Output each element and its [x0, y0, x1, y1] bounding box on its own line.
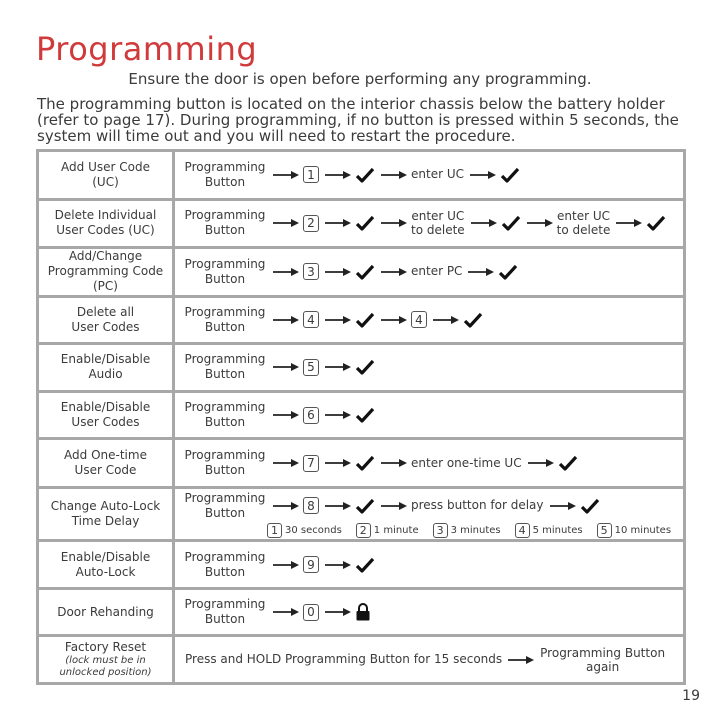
function-label-line: Time Delay [71, 514, 140, 529]
step-sequence [183, 257, 683, 287]
arrow-icon [273, 170, 299, 180]
arrow-icon [273, 315, 299, 325]
result-line: Programming Button [540, 645, 666, 660]
button-line: Button [204, 415, 246, 429]
function-label-line: Add/Change [68, 249, 143, 264]
table-row [39, 249, 683, 295]
programming-line: Programming [184, 208, 266, 223]
checkmark-icon [463, 312, 483, 328]
keypad-key: 3 [433, 523, 448, 538]
step-sequence [183, 597, 683, 627]
function-label [39, 393, 172, 438]
arrow-icon [550, 501, 576, 511]
arrow-icon [471, 218, 497, 228]
delay-option-text: 1 minute [373, 524, 419, 536]
programming-button-label [183, 160, 267, 190]
arrow-icon [527, 218, 553, 228]
sequence-cell [175, 152, 683, 198]
keypad-key: 1 [267, 523, 282, 538]
button-line: Button [204, 564, 246, 579]
keypad-key: 6 [303, 407, 319, 424]
step-text [557, 209, 611, 237]
function-label-line: Delete Individual [54, 208, 157, 223]
page-number: 19 [682, 688, 700, 704]
lock-icon [355, 603, 371, 621]
arrow-icon [325, 170, 351, 180]
programming-button-label [183, 400, 267, 430]
checkmark-icon [355, 455, 375, 471]
function-label-line: Enable/Disable [60, 549, 151, 564]
table-row [39, 489, 683, 540]
programming-line: Programming [184, 549, 266, 564]
step-text-line: enter UC [557, 209, 610, 224]
programming-button-label [183, 208, 267, 238]
keypad-key: 0 [303, 604, 319, 621]
button-line: Button [204, 612, 246, 627]
programming-button-label [183, 305, 267, 335]
sequence-cell [175, 249, 683, 295]
function-label-line: Auto-Lock [75, 564, 136, 579]
button-line: Button [204, 174, 246, 189]
function-label [39, 542, 172, 587]
function-label-line: Add User Code [61, 159, 150, 174]
function-label-line: Programming Code [47, 264, 164, 279]
function-label [39, 152, 172, 198]
button-line: Button [204, 223, 246, 238]
delay-options [267, 523, 683, 538]
keypad-key: 4 [303, 311, 319, 328]
sequence-cell [175, 393, 683, 438]
step-text: enter PC [411, 264, 463, 279]
checkmark-icon [500, 167, 520, 183]
sequence-cell [175, 298, 683, 343]
step-sequence [183, 352, 683, 382]
checkmark-icon [355, 557, 375, 573]
keypad-key: 5 [597, 523, 612, 538]
checkmark-icon [646, 215, 666, 231]
arrow-icon [528, 458, 554, 468]
keypad-key: 8 [303, 497, 319, 514]
delay-option-text: 30 seconds [285, 524, 342, 536]
button-line: Button [204, 319, 246, 334]
arrow-icon [325, 560, 351, 570]
arrow-icon [273, 560, 299, 570]
programming-button-label [183, 448, 267, 478]
button-line: Button [204, 505, 246, 520]
programming-line: Programming [184, 597, 266, 612]
step-sequence [183, 305, 683, 335]
sequence-cell [175, 489, 683, 540]
function-label [39, 637, 172, 682]
sequence-cell [175, 345, 683, 390]
keypad-key: 1 [303, 166, 319, 183]
programming-line: Programming [184, 159, 266, 174]
step-sequence [183, 448, 683, 478]
table-row [39, 440, 683, 486]
delay-option [356, 523, 419, 538]
checkmark-icon [355, 167, 375, 183]
programming-button-label [183, 491, 267, 521]
checkmark-icon [355, 498, 375, 514]
programming-button-label [183, 257, 267, 287]
programming-line: Programming [184, 304, 266, 319]
arrow-icon [273, 607, 299, 617]
arrow-icon [325, 218, 351, 228]
programming-button-label [183, 597, 267, 627]
keypad-key: 2 [356, 523, 371, 538]
arrow-icon [325, 410, 351, 420]
table-row [39, 393, 683, 438]
programming-button-label [183, 550, 267, 580]
delay-option [515, 523, 583, 538]
function-label-line: Delete all [76, 304, 135, 319]
checkmark-icon [501, 215, 521, 231]
function-label-line: User Code [74, 463, 137, 478]
arrow-icon [273, 501, 299, 511]
arrow-icon [433, 315, 459, 325]
arrow-icon [381, 170, 407, 180]
button-line: Button [204, 367, 246, 382]
arrow-icon [325, 362, 351, 372]
keypad-key: 7 [303, 455, 319, 472]
programming-button-label [183, 352, 267, 382]
arrow-icon [273, 458, 299, 468]
sequence-cell [175, 201, 683, 247]
programming-line: Programming [184, 256, 266, 271]
function-label-line: User Codes (UC) [56, 223, 155, 238]
function-label-line: Change Auto-Lock [50, 499, 161, 514]
step-sequence [185, 646, 683, 674]
keypad-key: 5 [303, 359, 319, 376]
function-label [39, 298, 172, 343]
button-line: Button [204, 463, 246, 478]
function-label-line: Add One-time [64, 448, 147, 463]
function-label-line: Factory Reset [64, 640, 147, 655]
arrow-icon [468, 267, 494, 277]
step-sequence [183, 208, 683, 238]
checkmark-icon [355, 215, 375, 231]
checkmark-icon [355, 407, 375, 423]
programming-line: Programming [184, 490, 266, 505]
table-row [39, 152, 683, 198]
arrow-icon [325, 458, 351, 468]
function-label [39, 201, 172, 247]
arrow-icon [273, 218, 299, 228]
arrow-icon [470, 170, 496, 180]
checkmark-icon [558, 455, 578, 471]
arrow-icon [273, 410, 299, 420]
button-line: Button [204, 271, 246, 286]
step-text-line: to delete [556, 223, 611, 238]
function-label-line: User Codes [71, 319, 140, 334]
arrow-icon [273, 362, 299, 372]
arrow-icon [381, 501, 407, 511]
arrow-icon [381, 267, 407, 277]
keypad-key: 4 [515, 523, 530, 538]
arrow-icon [325, 315, 351, 325]
function-label [39, 489, 172, 540]
factory-reset-result [540, 646, 665, 674]
delay-option-text: 10 minutes [614, 524, 672, 536]
function-label-line: (PC) [93, 279, 118, 294]
table-row [39, 590, 683, 635]
programming-line: Programming [184, 352, 266, 367]
checkmark-icon [355, 359, 375, 375]
function-label [39, 590, 172, 635]
table-row [39, 345, 683, 390]
programming-line: Programming [184, 448, 266, 463]
arrow-icon [616, 218, 642, 228]
arrow-icon [508, 655, 534, 665]
keypad-key: 4 [411, 311, 427, 328]
function-label-line: Audio [88, 367, 123, 382]
delay-option [267, 523, 342, 538]
step-text: enter UC [411, 167, 464, 182]
arrow-icon [381, 315, 407, 325]
checkmark-icon [355, 312, 375, 328]
step-sequence [183, 400, 683, 430]
checkmark-icon [580, 498, 600, 514]
table-row [39, 298, 683, 343]
step-text: enter one-time UC [411, 455, 522, 470]
arrow-icon [381, 218, 407, 228]
step-text: press button for delay [411, 498, 544, 513]
function-label [39, 440, 172, 486]
arrow-icon [325, 267, 351, 277]
checkmark-icon [498, 264, 518, 280]
function-label-line: User Codes [71, 415, 140, 429]
delay-option [597, 523, 671, 538]
sequence-cell [175, 542, 683, 587]
result-line: again [585, 659, 620, 674]
keypad-key: 3 [303, 263, 319, 280]
arrow-icon [325, 607, 351, 617]
factory-reset-note: unlocked position) [59, 667, 152, 679]
table-row [39, 542, 683, 587]
delay-option-text: 5 minutes [532, 524, 583, 536]
factory-reset-note: (lock must be in [65, 655, 146, 667]
page-subtitle: Ensure the door is open before performing any programming. [128, 70, 592, 88]
arrow-icon [381, 458, 407, 468]
step-sequence [183, 491, 683, 521]
arrow-icon [273, 267, 299, 277]
step-sequence [183, 550, 683, 580]
sequence-cell [175, 637, 683, 682]
function-label [39, 249, 172, 295]
arrow-icon [325, 501, 351, 511]
programming-line: Programming [184, 400, 266, 414]
step-text-line: to delete [411, 223, 465, 238]
delay-option [433, 523, 501, 538]
programming-table [36, 149, 686, 685]
checkmark-icon [355, 264, 375, 280]
delay-option-text: 3 minutes [450, 524, 501, 536]
table-row [39, 201, 683, 247]
function-label-line: Enable/Disable [60, 400, 151, 414]
step-text [411, 209, 465, 237]
function-label [39, 345, 172, 390]
sequence-cell [175, 440, 683, 486]
intro-paragraph: The programming button is located on the interior chassis below the battery holder (refer to page 17). During programming, if no button is pressed within 5 seconds, the system will time out and you will need to restart the procedure. [37, 95, 679, 145]
table-row [39, 637, 683, 682]
function-label-line: Door Rehanding [57, 604, 154, 619]
function-label-line: Enable/Disable [60, 352, 151, 367]
keypad-key: 9 [303, 556, 319, 573]
factory-reset-instruction: Press and HOLD Programming Button for 15 seconds [185, 652, 503, 667]
keypad-key: 2 [303, 215, 319, 232]
step-sequence [183, 160, 683, 190]
page-title: Programming [36, 30, 258, 68]
function-label-line: (UC) [92, 174, 119, 189]
sequence-cell [175, 590, 683, 635]
step-text-line: enter UC [411, 209, 465, 224]
